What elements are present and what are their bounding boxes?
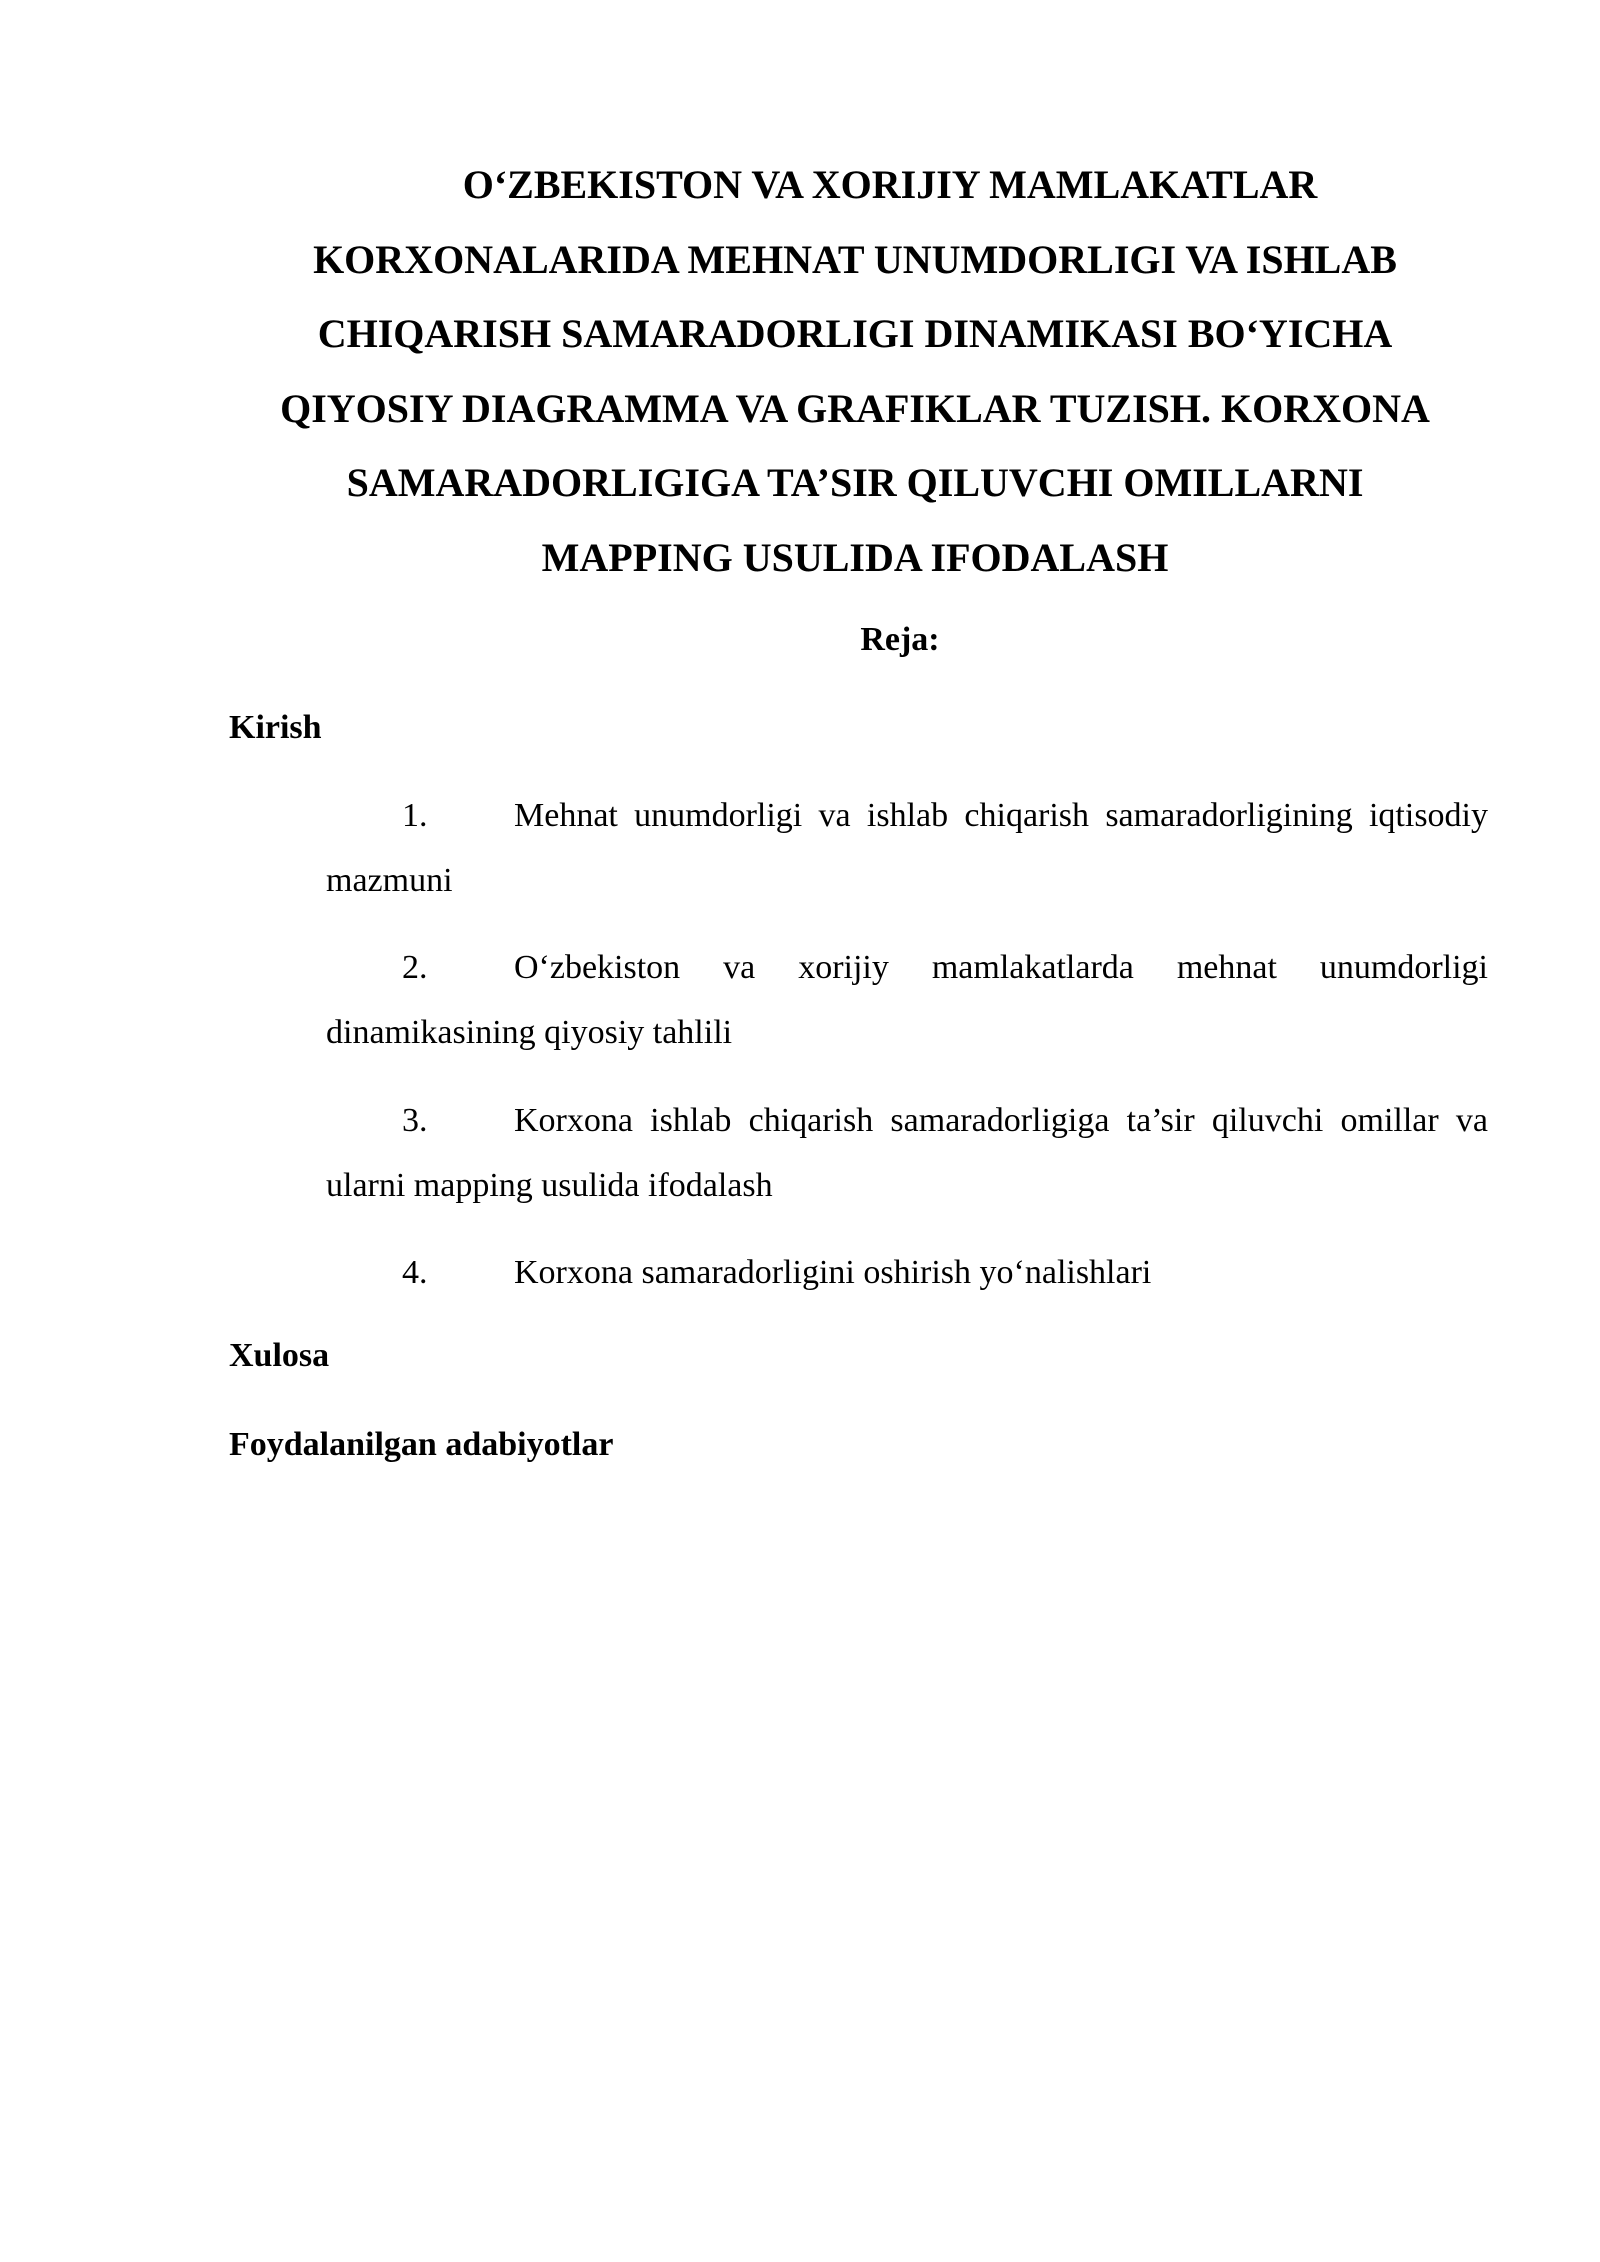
- document-title: [225, 148, 1485, 595]
- title-line: SAMARADORLIGIGA TA’SIR QILUVCHI OMILLARNI: [346, 460, 1364, 505]
- plan-item-number: 1.: [402, 797, 428, 834]
- plan-item-text: Korxona samaradorligini oshirish yo‘nalishlari: [514, 1254, 1152, 1291]
- title-line: KORXONALARIDA MEHNAT UNUMDORLIGI VA ISHLAB: [313, 236, 1397, 282]
- title-line: O‘ZBEKISTON VA XORIJIY MAMLAKATLAR: [462, 162, 1318, 207]
- plan-item-number: 2.: [402, 949, 428, 986]
- title-line: QIYOSIY DIAGRAMMA VA GRAFIKLAR TUZISH. KORXONA: [280, 385, 1430, 431]
- title-line: CHIQARISH SAMARADORLIGI DINAMIKASI BO‘YICHA: [317, 311, 1393, 356]
- title-line: MAPPING USULIDA IFODALASH: [541, 534, 1169, 580]
- plan-item: [326, 783, 1488, 913]
- plan-item-text: Korxona ishlab chiqarish samaradorligiga ta’sir qiluvchi omillar va ularni mapping usulida ifodalash: [326, 1102, 1488, 1204]
- plan-item: [326, 1088, 1488, 1218]
- plan-heading: Reja:: [860, 621, 940, 658]
- plan-item-number: 3.: [402, 1102, 428, 1139]
- plan-item: [326, 1240, 1488, 1305]
- conclusion-heading: Xulosa: [229, 1337, 330, 1374]
- introduction-heading: Kirish: [229, 709, 322, 746]
- references-heading: Foydalanilgan adabiyotlar: [229, 1426, 614, 1463]
- plan-item: [326, 935, 1488, 1065]
- plan-item-text: O‘zbekiston va xorijiy mamlakatlarda mehnat unumdorligi dinamikasining qiyosiy tahlili: [326, 949, 1488, 1051]
- plan-item-number: 4.: [402, 1254, 428, 1291]
- plan-item-text: Mehnat unumdorligi va ishlab chiqarish samaradorligining iqtisodiy mazmuni: [326, 797, 1488, 899]
